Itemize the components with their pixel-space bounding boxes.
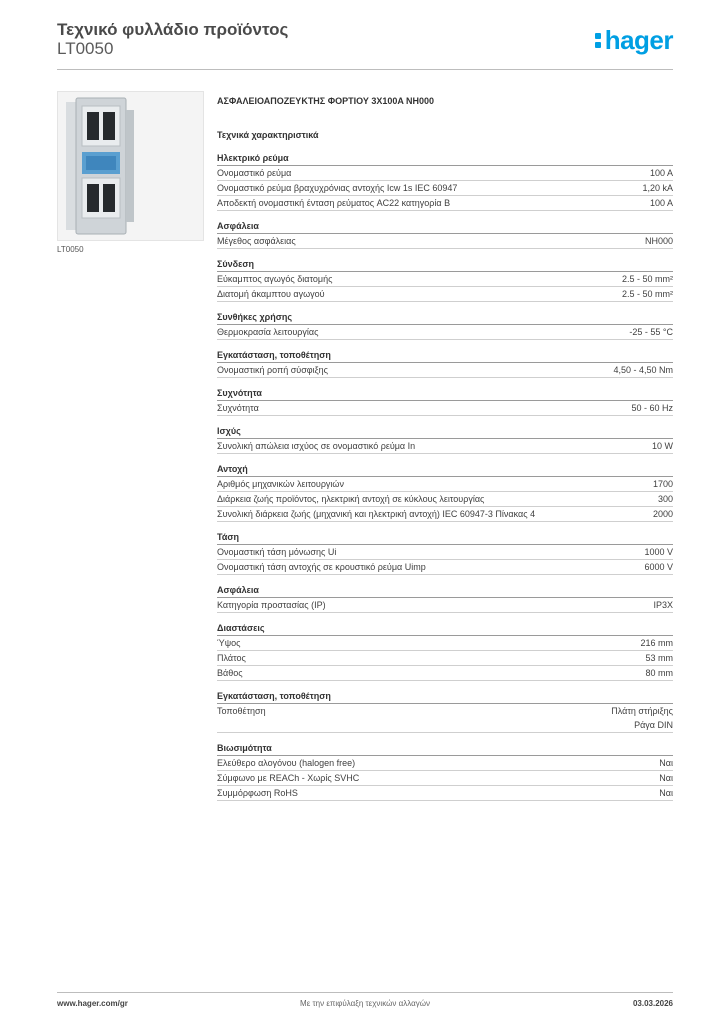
footer-note: Με την επιφύλαξη τεχνικών αλλαγών: [300, 999, 430, 1008]
spec-value: 50 - 60 Hz: [631, 403, 673, 413]
hager-logo: [595, 26, 673, 54]
spec-row: [217, 196, 673, 211]
spec-value: 6000 V: [644, 562, 673, 572]
spec-value: 1700: [652, 479, 673, 489]
spec-label: Ονομαστικό ρεύμα: [217, 168, 292, 178]
spec-label: Αριθμός μηχανικών λειτουργιών: [217, 479, 344, 489]
spec-label: Διατομή άκαμπτου αγωγού: [217, 289, 325, 299]
spec-row: [217, 492, 673, 507]
spec-value: 2.5 - 50 mm²: [621, 274, 673, 284]
spec-section: [217, 387, 673, 416]
spec-label: Συχνότητα: [217, 403, 259, 413]
spec-label: Ονομαστική τάση μόνωσης Ui: [217, 547, 337, 557]
spec-section: [217, 152, 673, 211]
section-heading: Ισχύς: [217, 425, 673, 439]
spec-value: 10 W: [651, 441, 673, 451]
spec-label: Κατηγορία προστασίας (IP): [217, 600, 326, 610]
product-title: ΑΣΦΑΛΕΙΟΑΠΟΖΕΥΚΤΗΣ ΦΟΡΤΙΟΥ 3X100A NH000: [217, 96, 435, 106]
spec-value: IP3X: [653, 600, 673, 610]
section-heading: Συχνότητα: [217, 387, 673, 401]
spec-value: 100 A: [649, 198, 673, 208]
spec-section: [217, 742, 673, 801]
spec-row: [217, 771, 673, 786]
spec-section: [217, 531, 673, 575]
spec-label: Ύψος: [217, 638, 241, 648]
spec-section: [217, 258, 673, 302]
specs-title: Τεχνικά χαρακτηριστικά: [217, 130, 319, 140]
section-heading: Εγκατάσταση, τοποθέτηση: [217, 690, 673, 704]
spec-label: Συνολική διάρκεια ζωής (μηχανική και ηλεκτρική αντοχή) IEC 60947-3 Πίνακας 4: [217, 509, 536, 519]
spec-value: Ναι: [659, 788, 673, 798]
spec-row: [217, 272, 673, 287]
spec-label: Βάθος: [217, 668, 243, 678]
spec-section: [217, 220, 673, 249]
spec-value: 100 A: [649, 168, 673, 178]
section-heading: Ηλεκτρικό ρεύμα: [217, 152, 673, 166]
spec-value: Ναι: [659, 758, 673, 768]
spec-row: [217, 439, 673, 454]
section-heading: Σύνδεση: [217, 258, 673, 272]
spec-label: Εύκαμπτος αγωγός διατομής: [217, 274, 333, 284]
spec-row: [217, 363, 673, 378]
spec-row: [217, 704, 673, 733]
section-heading: Διαστάσεις: [217, 622, 673, 636]
spec-row: [217, 325, 673, 340]
spec-row: [217, 181, 673, 196]
section-heading: Συνθήκες χρήσης: [217, 311, 673, 325]
spec-label: Αποδεκτή ονομαστική ένταση ρεύματος AC22 κατηγορία B: [217, 198, 451, 208]
spec-label: Διάρκεια ζωής προϊόντος, ηλεκτρική αντοχή σε κύκλους λειτουργίας: [217, 494, 485, 504]
section-heading: Εγκατάσταση, τοποθέτηση: [217, 349, 673, 363]
spec-label: Ονομαστική ροπή σύσφιξης: [217, 365, 328, 375]
spec-row: [217, 401, 673, 416]
spec-value: 2.5 - 50 mm²: [621, 289, 673, 299]
spec-row: [217, 234, 673, 249]
header-divider: [57, 69, 673, 70]
spec-row: [217, 756, 673, 771]
spec-label: Ελεύθερο αλογόνου (halogen free): [217, 758, 356, 768]
spec-value: 80 mm: [645, 668, 673, 678]
spec-section: [217, 690, 673, 733]
spec-label: Πλάτος: [217, 653, 246, 663]
spec-value: 300: [657, 494, 673, 504]
page-footer: [57, 999, 673, 1011]
spec-row: [217, 287, 673, 302]
logo-text: hager: [604, 25, 673, 55]
spec-row: [217, 166, 673, 181]
spec-section: [217, 311, 673, 340]
spec-label: Ονομαστικό ρεύμα βραχυχρόνιας αντοχής Icw 1s IEC 60947: [217, 183, 458, 193]
section-heading: Ασφάλεια: [217, 584, 673, 598]
spec-value: 53 mm: [645, 653, 673, 663]
spec-section: [217, 425, 673, 454]
footer-url[interactable]: www.hager.com/gr: [57, 999, 128, 1008]
logo-mark-icon: [595, 31, 602, 49]
spec-row: [217, 636, 673, 651]
spec-label: Συνολική απώλεια ισχύος σε ονομαστικό ρεύμα In: [217, 441, 416, 451]
spec-value: 1000 V: [644, 547, 673, 557]
document-title: Τεχνικό φυλλάδιο προϊόντος: [57, 20, 289, 39]
spec-value: 216 mm: [640, 638, 673, 648]
spec-value: 1,20 kA: [642, 183, 673, 193]
spec-label: Σύμφωνο με REACh - Χωρίς SVHC: [217, 773, 360, 783]
spec-value: NH000: [644, 236, 673, 246]
fuse-switch-illustration: [58, 92, 203, 240]
spec-value: -25 - 55 °C: [629, 327, 673, 337]
section-heading: Αντοχή: [217, 463, 673, 477]
spec-row: [217, 477, 673, 492]
spec-label: Ονομαστική τάση αντοχής σε κρουστικό ρεύμα Uimp: [217, 562, 426, 572]
spec-row: [217, 545, 673, 560]
spec-sections: [217, 152, 673, 801]
spec-value: Πλάτη στήριξης Ράγα DIN: [611, 706, 673, 730]
spec-section: [217, 349, 673, 378]
spec-row: [217, 666, 673, 681]
spec-section: [217, 622, 673, 681]
footer-date: 03.03.2026: [632, 999, 673, 1008]
spec-row: [217, 651, 673, 666]
spec-label: Συμμόρφωση RoHS: [217, 788, 298, 798]
page-header: [57, 20, 673, 70]
product-image: [57, 91, 204, 241]
spec-label: Τοποθέτηση: [217, 706, 266, 716]
section-heading: Βιωσιμότητα: [217, 742, 673, 756]
spec-row: [217, 560, 673, 575]
spec-row: [217, 598, 673, 613]
product-code: LT0050: [57, 39, 114, 58]
spec-row: [217, 507, 673, 522]
footer-divider: [57, 992, 673, 993]
section-heading: Ασφάλεια: [217, 220, 673, 234]
image-caption: LT0050: [57, 245, 84, 254]
spec-label: Θερμοκρασία λειτουργίας: [217, 327, 319, 337]
specifications: [217, 95, 673, 810]
spec-value: 2000: [652, 509, 673, 519]
spec-value: 4,50 - 4,50 Nm: [613, 365, 673, 375]
spec-label: Μέγεθος ασφάλειας: [217, 236, 296, 246]
spec-row: [217, 786, 673, 801]
spec-section: [217, 463, 673, 522]
spec-value: Ναι: [659, 773, 673, 783]
section-heading: Τάση: [217, 531, 673, 545]
spec-section: [217, 584, 673, 613]
